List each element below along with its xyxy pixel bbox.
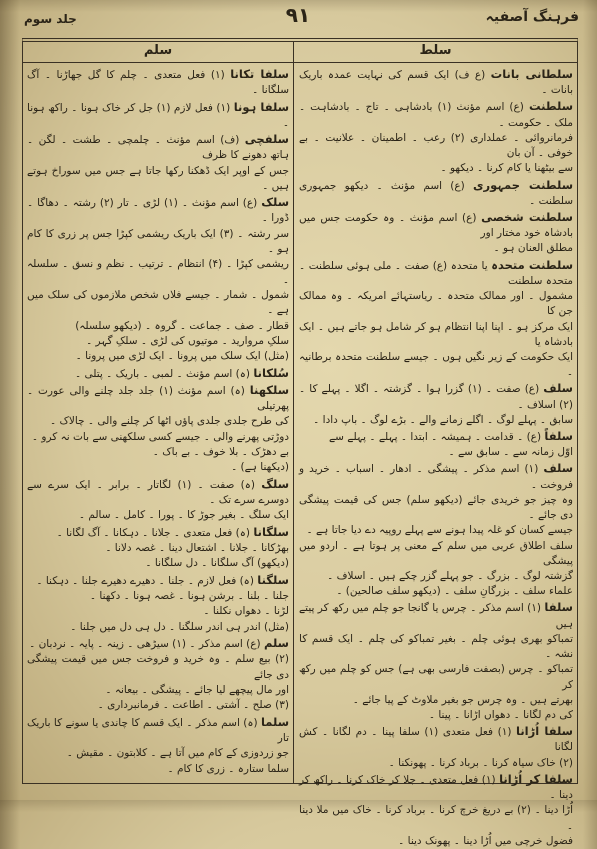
entry-line: [27, 698, 289, 713]
entry-line: [299, 460, 573, 492]
entry-text: (دیکھنا ہے) ۔: [231, 461, 289, 474]
column-divider: [293, 42, 294, 783]
entry-text: (۱) اسم مذکر ۔ پیشگی ۔ ادھار ۔ اسباب ۔ خرید و فروخت ۔: [299, 463, 573, 491]
entry-text: اور مال پیچھے لیا جائے ۔ پیشگی ۔ بیعانہ ۔: [105, 684, 289, 697]
headword: سلفا کر اُڑانا: [499, 771, 573, 786]
left-column-heading: سلم: [143, 43, 173, 58]
page-number: ۹۱: [285, 3, 311, 27]
entry-line: [299, 350, 573, 380]
entry-line: [299, 320, 573, 350]
entry-line: [299, 428, 573, 445]
entry-line: [27, 288, 289, 318]
entry-text: (۲) بیع سلم ۔ وہ خرید و فروخت جس میں قیمت پیشگی دی جائے: [27, 653, 289, 681]
entry-text: جیسے کسان کو غلہ پیدا ہونے سے پہلے روپیہ دے دیا جاتا ہے ۔: [306, 524, 573, 537]
entry-text: ریشمی کپڑا ۔ (۴) انتظام ۔ ترتیب ۔ نظم و نسق ۔ سلسلہ ۔: [27, 258, 289, 286]
entry-text: تمباکو بھری ہوئی چلم ۔ بغیر تمباکو کی چلم ۔ ایک قسم کا نشہ ۔: [299, 632, 573, 661]
entry-text: وہ چیز جو خریدی جائے (دیکھو سلم) جس کی قیمت پیشگی دی جائے ۔: [299, 493, 573, 522]
entry-line: [27, 635, 289, 652]
entry-line: [299, 584, 573, 599]
entry-line: [27, 683, 289, 698]
entry-text: (ع) صفت ۔ (۱) گزرا ہوا ۔ گزشتہ ۔ اگلا ۔ پہلے کا ۔ (۲) اسلاف ۔: [299, 383, 573, 411]
headword: سلطنت شخصی: [481, 209, 573, 224]
headword: سلفا اُڑانا: [516, 724, 573, 739]
entry-text: سر رشتہ ۔ (۳) ایک باریک ریشمی کپڑا جس پر زری کا کام ہو ۔: [27, 227, 289, 256]
entry-line: [299, 803, 573, 833]
entry-text: (ہ) اسم مؤنث (۱) جلد جلد چلنے والی عورت ۔ پھرتیلی: [27, 384, 289, 413]
entry-text: (ع) اسم مذکر ۔ (۱) سیڑھی ۔ زینہ ۔ پایہ ۔ نردبان ۔: [29, 638, 261, 651]
entry-text: (۱) فعل متعدی ۔ جلا کر خاک کرنا ۔ راکھ کر دینا ۔: [299, 773, 573, 802]
headword: سلفچی: [244, 132, 289, 147]
entry-line: [299, 66, 573, 98]
entry-line: [27, 620, 289, 635]
headword: سلگ: [261, 476, 289, 491]
entry-text: اوّل زمانہ سے ۔ سابق سے ۔: [448, 446, 573, 459]
entry-text: (ع) ۔ قدامت ۔ ہمیشہ ۔ ابتدا ۔ پہلے ۔ پہلے سے: [329, 431, 542, 444]
entry-text: سابق ۔ پہلے لوگ ۔ اگلے زمانے والے ۔ بڑے لوگ ۔ باپ دادا ۔: [313, 413, 573, 426]
entry-text: (۳) صلح ۔ آشتی ۔ اطاعت ۔ فرمانبرداری ۔: [97, 699, 289, 712]
headword: سلفا ہونا: [233, 99, 289, 114]
entry-line: [299, 599, 573, 631]
entry-text: (ہ) اسم مؤنث ۔ لمبی ۔ باریک ۔ پتلی ۔: [75, 367, 250, 380]
entry-text: شمول ۔ شمار ۔ جیسے فلاں شخص ملازموں کی سلک میں ہے ۔: [27, 288, 289, 317]
headword: سلطانی بانات: [490, 67, 573, 81]
entry-line: [299, 493, 573, 523]
entry-text: (ع ف) ایک قسم کی نہایت عمدہ باریک بانات ۔: [299, 69, 573, 97]
entry-line: [27, 349, 289, 364]
entry-text: (مثل) اندر ہی اندر سلگنا ۔ دل ہی دل میں جلنا ۔: [70, 620, 289, 633]
entry-line: [299, 209, 573, 241]
entry-line: [299, 723, 573, 755]
entry-text: (۱) اسم مذکر ۔ چرس یا گانجا جو چلم میں رکھ کر پیتے ہیں: [299, 602, 573, 630]
entry-text: (ہ) فعل لازم ۔ جلنا ۔ دھیرے دھیرے جلنا ۔ دہکنا ۔: [36, 574, 254, 587]
entry-line: [27, 556, 289, 571]
entry-text: سلف اطلاق عربی میں سلم کے معنی پر ہوتا ہے ۔ اردو میں پیشگی: [299, 539, 573, 567]
entry-line: [299, 161, 573, 176]
entry-text: (۱) فعل متعدی ۔ چلم کا گل جھاڑنا ۔ آگ سلگانا ۔: [27, 69, 289, 97]
headword: سلطنت جمہوری: [472, 177, 574, 192]
headword: سلم: [263, 636, 289, 651]
entry-line: [27, 746, 289, 761]
headword: سلک: [261, 195, 289, 210]
entry-line: [299, 662, 573, 692]
entry-text: دوڑتی پھرنے والی ۔ جیسے کسی سلکھنی سے بات نہ کرو ۔: [31, 430, 289, 443]
entry-line: [299, 177, 573, 209]
entry-line: [299, 708, 573, 723]
entry-line: [27, 227, 289, 257]
headword: سلکھنا: [249, 382, 289, 397]
entry-line: [27, 319, 289, 334]
entry-text: (مثل) ایک سلک میں پرونا ۔ ایک لڑی میں پرونا ۔: [75, 350, 289, 363]
entry-line: [299, 632, 573, 662]
entry-line: [299, 241, 573, 256]
entry-text: (ع) اسم مؤنث (۱) بادشاہی ۔ تاج ۔ بادشاہت ۔ ملک ۔ حکومت ۔: [299, 101, 573, 129]
entry-line: [299, 445, 573, 460]
headword: سلطنت: [528, 99, 574, 114]
headword: سُلکانا: [253, 365, 289, 380]
entry-text: (ہ) صفت ۔ (۱) لگاتار ۔ برابر ۔ ایک سرے سے دوسرے سرے تک ۔: [27, 478, 289, 507]
entry-line: [299, 771, 573, 803]
headword: سلگنا: [257, 572, 289, 587]
headword: سلف: [543, 381, 573, 396]
entry-line: [299, 834, 573, 849]
entry-line: [27, 652, 289, 682]
entry-line: [27, 572, 289, 589]
entry-line: [27, 430, 289, 445]
entry-line: [27, 589, 289, 604]
right-column: [299, 66, 574, 847]
entry-line: [299, 756, 573, 771]
headword: سلگانا: [253, 524, 289, 539]
entry-line: [299, 693, 573, 708]
entry-text: (۱) فعل متعدی (۱) سلفا پینا ۔ دم لگانا ۔ کش لگانا: [299, 726, 573, 754]
entry-text: ایک سلگ ۔ بغیر جوڑ کا ۔ پورا ۔ کامل ۔ سالم ۔: [78, 509, 289, 522]
entry-text: (ف) اسم مؤنث ۔ چلمچی ۔ طشت ۔ لگن ۔ ہاتھ دھونے کا ظرف: [27, 134, 289, 162]
entry-text: لڑنا ۔ دھواں نکلنا ۔: [203, 605, 289, 618]
entry-text: قطار ۔ صف ۔ جماعت ۔ گروہ ۔ (دیکھو سلسلہ): [75, 319, 289, 332]
entry-text: مشمول ۔ اور ممالک متحدہ ۔ ریاستہائے امریکہ ۔ وہ ممالک جن کا: [299, 290, 573, 318]
entry-line: [27, 194, 289, 226]
headword: سلما: [260, 714, 290, 729]
entry-line: [27, 365, 289, 382]
entry-line: [27, 164, 289, 194]
column-heading-row: [23, 42, 577, 63]
entry-line: [299, 539, 573, 569]
right-column-heading: سلط: [419, 43, 452, 58]
entry-text: بھرتے ہیں ۔ وہ چرس جو بغیر ملاوٹ کے پیا جائے ۔: [352, 693, 573, 706]
entry-text: جو زردوزی کے کام میں آتا ہے ۔ کلابتون ۔ مقیش ۔: [66, 747, 289, 760]
entry-text: ایک مرکز ہو ۔ اپنا اپنا انتظام ہو کر شامل ہو جاتے ہیں ۔ ایک بادشاہ یا: [299, 320, 573, 348]
entry-line: [299, 131, 573, 161]
entry-line: [299, 569, 573, 584]
volume-label: جلد سوم: [24, 12, 77, 26]
entry-text: (دیکھو) آگ سلگانا ۔ دل سلگانا ۔: [145, 557, 289, 570]
entry-text: (ہ) فعل متعدی ۔ جلانا ۔ دہکانا ۔ آگ لگانا ۔: [56, 526, 250, 539]
entry-text: تمباکو ۔ چرس (بصفت فارسی بھی ہے) جس کو چلم میں رکھ کر: [299, 663, 573, 691]
headword: سلفا تکانا: [230, 67, 289, 81]
entry-line: [27, 382, 289, 414]
entry-line: [27, 414, 289, 429]
entry-text: بھڑکانا ۔ جلانا ۔ اشتعال دینا ۔ غصہ دلانا ۔: [105, 542, 289, 555]
entry-line: [27, 762, 289, 777]
entry-text: (۱) فعل لازم (۱) جل کر خاک ہونا ۔ راکھ ہونا ۔: [27, 101, 289, 129]
entry-text: اُڑا دینا ۔ (۲) بے دریغ خرچ کرنا ۔ برباد کرنا ۔ خاک میں ملا دینا ۔: [299, 804, 573, 832]
page-frame: [22, 38, 578, 847]
entry-text: (۲) خاک سیاہ کرنا ۔ برباد کرنا ۔ پھونکنا ۔: [388, 756, 573, 769]
entry-text: سلکِ مروارید ۔ موتیوں کی لڑی ۔ سلکِ گہر ۔: [86, 334, 289, 347]
headword: سلف: [543, 461, 574, 476]
entry-text: کی طرح جلدی جلدی پاؤں اٹھا کر چلنے والی ۔ چالاک ۔: [50, 415, 289, 428]
entry-text: (ع) اسم مؤنث ۔ وہ حکومت جس میں بادشاہ خود مختار اور: [299, 211, 573, 240]
entry-text: گزشتہ لوگ ۔ بزرگ ۔ جو پہلے گزر چکے ہیں ۔ اسلاف ۔: [327, 570, 573, 582]
entry-line: [27, 604, 289, 619]
entry-line: [27, 714, 289, 746]
entry-text: (ع) اسم مؤنث ۔ دیکھو جمہوری سلطنت ۔: [299, 179, 573, 207]
entry-line: [299, 380, 573, 412]
entry-line: [299, 413, 573, 428]
entry-line: [299, 257, 573, 289]
entry-text: بے دھڑک ۔ بلا خوف ۔ بے باک ۔: [152, 446, 289, 459]
entry-line: [27, 334, 289, 349]
entry-text: (ع) اسم مؤنث ۔ (۱) لڑی ۔ تار (۲) رشتہ ۔ دھاگا ۔ ڈورا ۔: [27, 197, 289, 225]
headword: سلطنت متحدہ: [491, 257, 574, 272]
left-column: [27, 66, 289, 777]
entry-line: [299, 289, 573, 319]
entry-text: ایک حکومت کے زیر نگیں ہوں ۔ جیسے سلطنت متحدہ برطانیہ ۔: [299, 350, 573, 379]
entry-text: جس کے اوپر ایک ڈھکنا رکھا جاتا ہے جس میں سوراخ ہوتے ہیں ۔: [27, 164, 289, 192]
entry-line: [299, 523, 573, 538]
headword: سلفاً: [544, 429, 573, 444]
entry-line: [27, 476, 289, 508]
entry-line: [27, 508, 289, 523]
entry-line: [27, 257, 289, 287]
entry-line: [27, 541, 289, 556]
entry-text: یا متحدہ (ع) صفت ۔ ملی ہوئی سلطنت ۔ متحدہ سلطنت: [299, 259, 573, 287]
entry-line: [27, 460, 289, 475]
entry-text: فرمانروائی ۔ عملداری (۲) رعب ۔ اطمینان ۔ علانیت ۔ بے خوفی ۔ آن بان: [299, 131, 573, 160]
entry-line: [27, 131, 289, 163]
entry-text: کی دم لگانا ۔ دھواں اڑانا ۔ پینا ۔: [428, 708, 573, 721]
entry-line: [299, 98, 573, 130]
entry-text: فضول خرچی میں اُڑا دینا ۔ پھونک دینا ۔: [398, 834, 573, 847]
running-title: فرہنگ آصفیہ: [485, 9, 579, 25]
headword: سلفا: [544, 600, 573, 615]
entry-text: (ہ) اسم مذکر ۔ ایک قسم کا چاندی یا سونے کا باریک تار: [27, 716, 289, 744]
entry-text: سے بیٹھنا یا کام کرنا ۔ دیکھو ۔: [440, 162, 573, 175]
entry-line: [27, 445, 289, 460]
entry-text: سلما ستارہ ۔ زری کا کام ۔: [167, 762, 289, 775]
entry-line: [27, 99, 289, 131]
entry-text: جلنا ۔ بلنا ۔ برشن ہونا ۔ غصہ ہونا ۔ دکھنا ۔: [89, 590, 289, 603]
entry-line: [27, 524, 289, 541]
entry-line: [27, 66, 289, 98]
entry-text: علماء سلف ۔ بزرگانِ سلف ۔ (دیکھو سلف صالحین) ۔: [336, 585, 573, 598]
entry-text: مطلق العنان ہو ۔: [493, 242, 573, 255]
